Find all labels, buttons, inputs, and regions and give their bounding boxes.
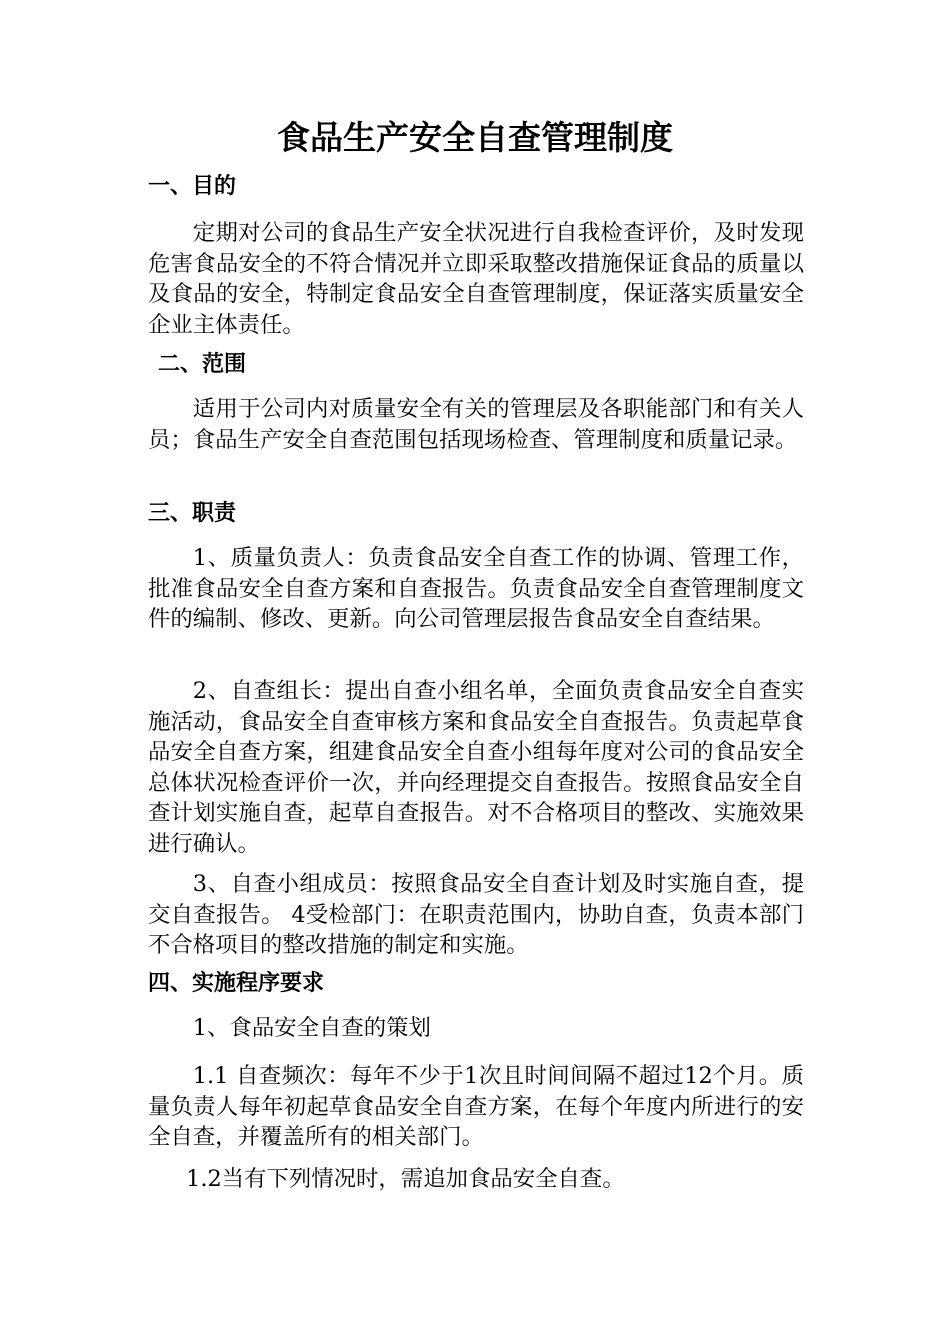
paragraph-additional: 1.2当有下列情况时，需追加食品安全自查。 xyxy=(186,1166,625,1192)
section-heading-responsibilities: 三、职责 xyxy=(148,501,237,526)
section-heading-purpose: 一、目的 xyxy=(148,174,237,199)
paragraph-planning: 1、食品安全自查的策划 xyxy=(192,1015,431,1041)
page-title: 食品生产安全自查管理制度 xyxy=(277,118,673,157)
paragraph-quality-lead: 1、质量负责人：负责食品安全自查工作的协调、管理工作，批准食品安全自查方案和自查报告。负责食品安全自查管理制度文件的编制、修改、更新。向公司管理层报告食品安全自查结果。 xyxy=(148,545,804,633)
section-heading-scope: 二、范围 xyxy=(158,352,247,377)
paragraph-frequency: 1.1 自查频次：每年不少于1次且时间间隔不超过12个月。质量负责人每年初起草食品安全自查方案，在每个年度内所进行的安全自查，并覆盖所有的相关部门。 xyxy=(148,1063,804,1151)
section-heading-procedure: 四、实施程序要求 xyxy=(148,971,325,996)
paragraph-team-members: 3、自查小组成员：按照食品安全自查计划及时实施自查，提交自查报告。 4受检部门：在职责范围内，协助自查，负责本部门不合格项目的整改措施的制定和实施。 xyxy=(148,871,804,959)
paragraph-scope: 适用于公司内对质量安全有关的管理层及各职能部门和有关人员；食品生产安全自查范围包括现场检查、管理制度和质量记录。 xyxy=(148,396,804,453)
paragraph-purpose: 定期对公司的食品生产安全状况进行自我检查评价，及时发现危害食品安全的不符合情况并立即采取整改措施保证食品的质量以及食品的安全，特制定食品安全自查管理制度，保证落实质量安全企业主体责任。 xyxy=(148,220,804,338)
paragraph-team-leader: 2、自查组长：提出自查小组名单，全面负责食品安全自查实施活动，食品安全自查审核方案和食品安全自查报告。负责起草食品安全自查方案，组建食品安全自查小组每年度对公司的食品安全总体状况检查评价一次，并向经理提交自查报告。按照食品安全自查计划实施自查，起草自查报告。对不合格项目的整改、实施效果进行确认。 xyxy=(148,678,804,857)
